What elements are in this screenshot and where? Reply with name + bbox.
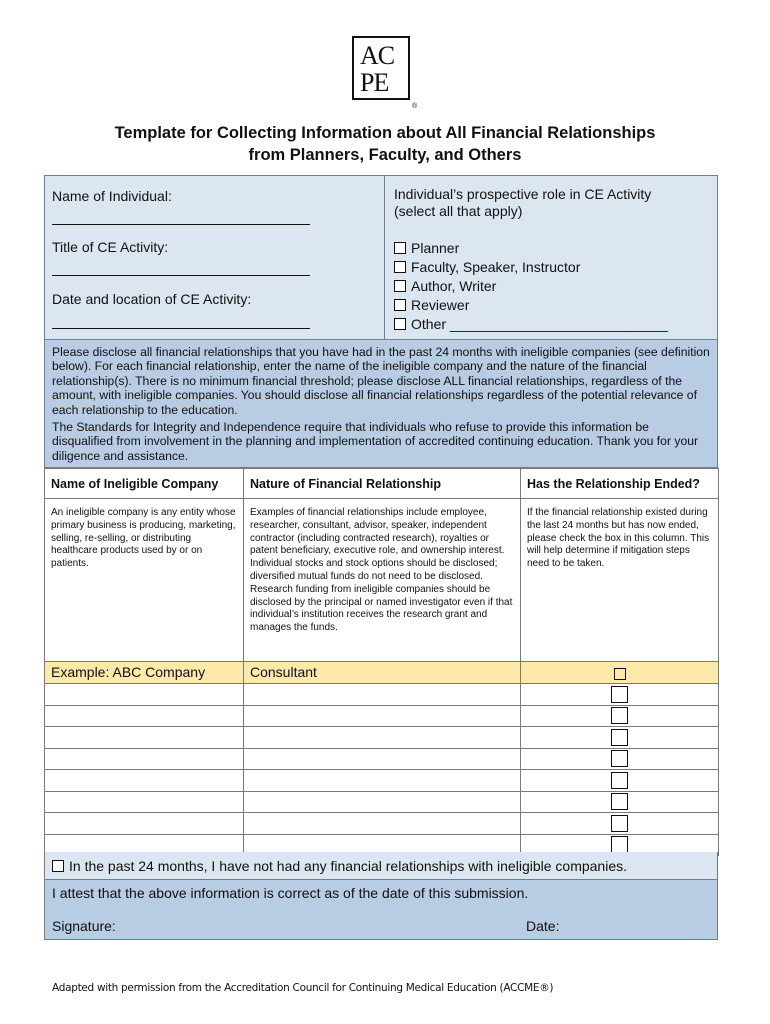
table-row [45,748,719,770]
nature-cell[interactable] [244,705,521,727]
company-cell[interactable] [45,727,244,749]
checkbox-icon[interactable] [394,280,406,292]
ended-checkbox[interactable] [611,729,628,746]
registered-mark: ® [412,103,417,110]
no-relationships-option[interactable] [44,852,718,880]
header-ended: Has the Relationship Ended? [521,469,719,499]
logo-line2: PE [360,68,389,97]
logo-line1: AC [360,41,395,70]
role-option-other[interactable]: Other ____________________________ [394,316,668,332]
company-cell[interactable] [45,770,244,792]
signature-label: Signature: [52,918,116,934]
example-nature: Consultant [244,662,521,684]
nature-cell[interactable] [244,813,521,835]
checkbox-icon[interactable] [394,318,406,330]
acpe-logo [352,36,417,110]
nature-cell[interactable] [244,770,521,792]
checkbox-icon[interactable] [394,261,406,273]
name-label: Name of Individual: [52,188,172,204]
ended-checkbox[interactable] [611,772,628,789]
role-option-faculty[interactable]: Faculty, Speaker, Instructor [394,259,580,275]
checkbox-icon[interactable] [394,242,406,254]
checkbox-icon[interactable] [52,860,64,872]
title-label: Title of CE Activity: [52,239,169,255]
footer-attribution: Adapted with permission from the Accreditation Council for Continuing Medical Education (ACCME®) [52,982,554,994]
date-label: Date: [526,918,560,934]
date-location-label: Date and location of CE Activity: [52,291,252,307]
title-field[interactable] [52,275,310,276]
page-title-line2: from Planners, Faculty, and Others [248,146,522,164]
ended-checkbox[interactable] [611,750,628,767]
role-option-reviewer[interactable]: Reviewer [394,297,469,313]
company-cell[interactable] [45,684,244,706]
nature-cell[interactable] [244,684,521,706]
company-definition: An ineligible company is any entity whose primary business is producing, marketing, selling, re-selling, or distributing healthcare products used by or on patients. [45,499,244,662]
table-row [45,705,719,727]
table-row [45,791,719,813]
name-field[interactable] [52,224,310,225]
attestation-statement: I attest that the above information is correct as of the date of this submission. [52,885,529,901]
table-row [45,770,719,792]
company-cell[interactable] [45,791,244,813]
company-cell[interactable] [45,705,244,727]
no-relationships-text: In the past 24 months, I have not had any financial relationships with ineligible companies. [69,858,628,874]
example-ended-checkbox [614,668,626,680]
table-row [45,684,719,706]
ended-checkbox[interactable] [611,686,628,703]
activity-info-section [44,175,718,340]
ended-checkbox[interactable] [611,707,628,724]
nature-cell[interactable] [244,748,521,770]
example-company: Example: ABC Company [45,662,244,684]
table-row [45,727,719,749]
ended-instructions: If the financial relationship existed during the last 24 months but has now ended, please check the box in this column. This will help determine if mitigation steps need to be taken. [521,499,719,662]
nature-cell[interactable] [244,791,521,813]
individual-info-panel [45,176,385,339]
role-option-planner[interactable]: Planner [394,240,459,256]
nature-cell[interactable] [244,727,521,749]
ended-checkbox[interactable] [611,836,628,853]
ended-checkbox[interactable] [611,793,628,810]
table-row [45,813,719,835]
role-option-author[interactable]: Author, Writer [394,278,496,294]
example-row [45,662,719,684]
disclosure-instructions [44,340,718,468]
header-company: Name of Ineligible Company [45,469,244,499]
financial-relationships-table [44,468,719,856]
checkbox-icon[interactable] [394,299,406,311]
page-title-line1: Template for Collecting Information about All Financial Relationships [114,124,656,142]
role-hint: (select all that apply) [394,203,523,219]
disclosure-paragraph-2: The Standards for Integrity and Independence require that individuals who refuse to provide this information be disqualified from involvement in the planning and implementation of accredited continuing education. Thank you for your diligence and assistance. [52,420,699,463]
nature-examples: Examples of financial relationships include employee, researcher, consultant, advisor, speaker, independent contractor (including contracted research), royalties or patent beneficiary, executive role, and ownership interest. Individual stocks and stock options should be disclosed; diversified mutual funds do not need to be disclosed. Research funding from ineligible companies should be disclosed by the principal or named investigator even if that individual’s institution receives the research grant and manages the funds. [244,499,521,662]
attestation-section [44,880,718,940]
company-cell[interactable] [45,748,244,770]
role-label: Individual’s prospective role in CE Activity [394,186,652,202]
company-cell[interactable] [45,813,244,835]
ended-checkbox[interactable] [611,815,628,832]
date-location-field[interactable] [52,328,310,329]
header-nature: Nature of Financial Relationship [244,469,521,499]
disclosure-paragraph-1: Please disclose all financial relationships that you have had in the past 24 months with ineligible companies (see definition below). For each financial relationship, enter the name of the ineligible company and the nature of the financial relationship(s). There is no minimum financial threshold; please disclose ALL financial relationships, regardless of the amount, with ineligible companies. You should disclose all financial relationships regardless of the potential relevance of each relationship to the education. [52,345,710,417]
